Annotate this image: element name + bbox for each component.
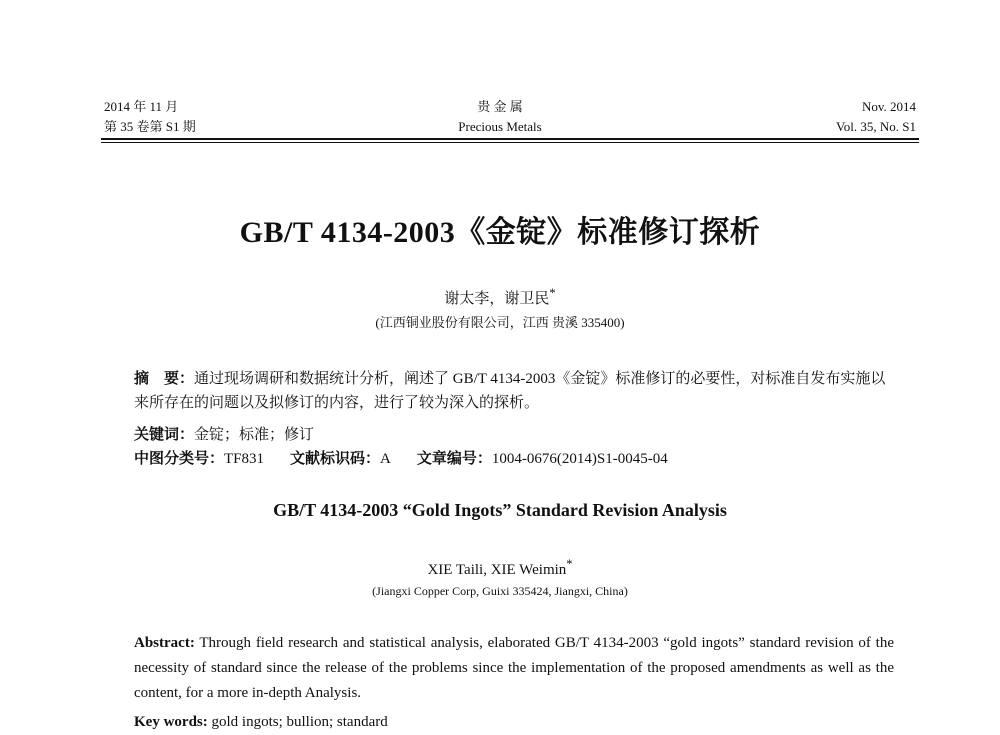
authors-cn <box>0 282 1000 310</box>
header-volume-cn: 第 35 卷第 S1 期 <box>104 119 196 134</box>
affiliation-cn: (江西铜业股份有限公司，江西 贵溪 335400) <box>375 315 625 330</box>
abstract-label-cn: 摘 要： <box>134 369 195 387</box>
classification-line-cn <box>134 446 668 471</box>
doc-code-label: 文献标识码： <box>290 449 381 467</box>
abstract-cn <box>134 366 894 415</box>
author-names-en: XIE Taili, XIE Weimin <box>427 562 567 578</box>
header-rule-thick <box>101 138 919 140</box>
paper-title-cn: GB/T 4134-2003《金锭》标准修订探析 <box>239 216 761 249</box>
journal-name-cn: 贵 金 属 <box>477 99 523 114</box>
keywords-label-en: Key words: <box>134 714 208 730</box>
keywords-label-cn: 关键词： <box>134 425 195 443</box>
abstract-text-en: Through field research and statistical analysis, elaborated GB/T 4134-2003 “gold ingots” standard revision of the necessity of standard since the release of the problems since the implementation of the proposed amendments as well as the content, for a more in-depth Analysis. <box>134 635 894 701</box>
header-date-en: Nov. 2014 <box>861 99 916 114</box>
header-date-cn: 2014 年 11 月 <box>104 99 179 114</box>
keywords-cn <box>134 422 314 447</box>
article-number-value: 1004-0676(2014)S1-0045-04 <box>491 451 668 467</box>
corresponding-mark-en: * <box>566 557 573 571</box>
header-issue-en <box>836 97 916 137</box>
author-names-cn: 谢太李，谢卫民 <box>444 291 550 307</box>
paper-title-en: GB/T 4134-2003 “Gold Ingots” Standard Revision Analysis <box>273 500 727 520</box>
authors-en <box>0 553 1000 581</box>
doc-code-value: A <box>380 451 391 467</box>
journal-name-en: Precious Metals <box>458 119 542 134</box>
article-number-label: 文章编号： <box>416 449 492 467</box>
abstract-text-cn: 通过现场调研和数据统计分析，阐述了 GB/T 4134-2003《金锭》标准修订的必要性，对标准自发布实施以来所存在的问题以及拟修订的内容，进行了较为深入的探析。 <box>134 371 886 411</box>
keywords-text-en: gold ingots; bullion; standard <box>211 714 388 730</box>
header-volume-en: Vol. 35, No. S1 <box>836 119 916 134</box>
clc-label: 中图分类号： <box>134 449 225 467</box>
clc-value: TF831 <box>224 451 265 467</box>
abstract-label-en: Abstract: <box>134 635 195 651</box>
header-rule-thin <box>101 142 919 143</box>
keywords-text-cn: 金锭；标准；修订 <box>194 427 315 443</box>
corresponding-mark-cn: * <box>549 286 556 300</box>
affiliation-en: (Jiangxi Copper Corp, Guixi 335424, Jiangxi, China) <box>372 584 628 598</box>
abstract-en <box>134 631 894 706</box>
keywords-en <box>134 710 388 734</box>
